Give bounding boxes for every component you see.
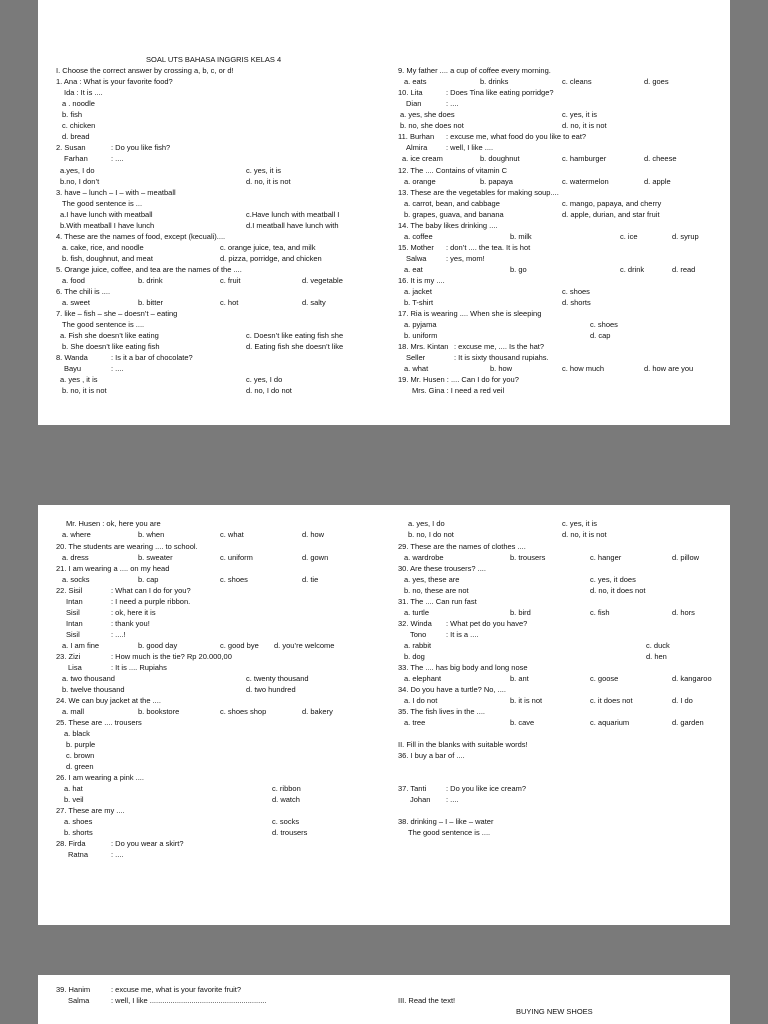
text-segment: c. hanger <box>590 553 622 562</box>
text-segment: c. yes, I do <box>246 375 283 384</box>
text-segment: d. read <box>672 265 696 274</box>
text-segment: b.no, I don’t <box>60 177 100 186</box>
text-segment: : .... <box>446 795 459 804</box>
text-segment: 22. Sisil <box>56 586 83 595</box>
text-segment: b. veil <box>64 795 84 804</box>
text-segment: Johan <box>410 795 431 804</box>
text-segment: c. Doesn’t like eating fish she <box>246 331 344 340</box>
text-segment: 13. These are the vegetables for making soup.... <box>398 188 559 197</box>
text-segment: 39. Hanim <box>56 985 91 994</box>
text-segment: : What can I do for you? <box>111 586 191 595</box>
text-segment: a. Fish she doesn’t like eating <box>60 331 159 340</box>
text-segment: : ok, here it is <box>111 608 156 617</box>
text-segment: 29. These are the names of clothes .... <box>398 542 526 551</box>
text-segment: d. cap <box>590 331 611 340</box>
worksheet-page-3 <box>38 975 730 1024</box>
text-segment: 34. Do you have a turtle? No, .... <box>398 685 506 694</box>
text-segment: d. pizza, porridge, and chicken <box>220 254 322 263</box>
text-segment: Bayu <box>64 364 82 373</box>
text-segment: 8. Wanda <box>56 353 88 362</box>
text-segment: b. bitter <box>138 298 164 307</box>
text-segment: b. ant <box>510 674 529 683</box>
text-segment: 14. The baby likes drinking .... <box>398 221 498 230</box>
text-segment: c. shoes shop <box>220 707 267 716</box>
text-segment: : Is it a bar of chocolate? <box>111 353 193 362</box>
text-segment: c. drink <box>620 265 645 274</box>
text-segment: d. no, it does not <box>590 586 646 595</box>
text-segment: a. pyjama <box>404 320 437 329</box>
text-segment: 6. The chili is .... <box>56 287 111 296</box>
text-segment: d. apple, durian, and star fruit <box>562 210 660 219</box>
text-segment: d. no, it is not <box>562 530 607 539</box>
text-segment: d. Eating fish she doesn’t like <box>246 342 344 351</box>
text-segment: b. uniform <box>404 331 438 340</box>
text-segment: : How much is the tie? Rp 20.000,00 <box>111 652 232 661</box>
text-segment: b. no, she does not <box>400 121 464 130</box>
text-segment: c. socks <box>272 817 300 826</box>
text-segment: Seller <box>406 353 426 362</box>
text-segment: Tono <box>410 630 427 639</box>
text-segment: c. twenty thousand <box>246 674 309 683</box>
text-segment: c. yes, it is <box>562 519 598 528</box>
text-segment: c. it does not <box>590 696 633 705</box>
text-segment: 36. I buy a bar of .... <box>398 751 465 760</box>
text-segment: a. hat <box>64 784 83 793</box>
text-segment: a. jacket <box>404 287 432 296</box>
text-segment: b. grapes, guava, and banana <box>404 210 504 219</box>
text-segment: Lisa <box>68 663 82 672</box>
text-segment: c. shoes <box>562 287 590 296</box>
text-segment: : It is .... Rupiahs <box>111 663 167 672</box>
text-segment: 32. Winda <box>398 619 432 628</box>
text-segment: a. ice cream <box>402 154 443 163</box>
text-segment: 1. Ana : What is your favorite food? <box>56 77 173 86</box>
text-segment: 12. The .... Contains of vitamin C <box>398 166 508 175</box>
text-segment: a. what <box>404 364 429 373</box>
text-segment: a.yes, I do <box>60 166 95 175</box>
text-segment: 7. like – fish – she – doesn’t – eating <box>56 309 178 318</box>
worksheet-page-2 <box>38 505 730 925</box>
text-segment: a. socks <box>62 575 90 584</box>
text-segment: Ratna <box>68 850 89 859</box>
text-segment: d. bakery <box>302 707 333 716</box>
text-segment: a. dress <box>62 553 89 562</box>
text-segment: : Does Tina like eating porridge? <box>446 88 554 97</box>
text-segment: d. syrup <box>672 232 699 241</box>
text-segment: 3. have – lunch – I – with – meatball <box>56 188 176 197</box>
text-segment: c. orange juice, tea, and milk <box>220 243 316 252</box>
text-segment: 33. The .... has big body and long nose <box>398 663 528 672</box>
text-segment: d. you’re welcome <box>274 641 335 650</box>
text-segment: a. orange <box>404 177 436 186</box>
text-segment: d. cheese <box>644 154 677 163</box>
text-segment: d. no, it is not <box>562 121 607 130</box>
text-segment: 35. The fish lives in the .... <box>398 707 485 716</box>
text-segment: a. food <box>62 276 85 285</box>
text-segment: d. I do <box>672 696 693 705</box>
text-segment: b. no, I do not <box>408 530 454 539</box>
text-segment: : It is a .... <box>446 630 479 639</box>
text-segment: b. good day <box>138 641 178 650</box>
text-segment: 10. Lita <box>398 88 423 97</box>
text-segment: d. bread <box>62 132 90 141</box>
text-segment: d. trousers <box>272 828 308 837</box>
text-segment: b. cap <box>138 575 159 584</box>
text-segment: II. Fill in the blanks with suitable words! <box>398 740 528 749</box>
text-segment: a. carrot, bean, and cabbage <box>404 199 500 208</box>
text-segment: c. watermelon <box>562 177 609 186</box>
text-segment: a . noodle <box>62 99 95 108</box>
text-segment: c. aquarium <box>590 718 630 727</box>
text-segment: 28. Firda <box>56 839 86 848</box>
text-segment: c. hot <box>220 298 239 307</box>
text-segment: c. hamburger <box>562 154 607 163</box>
text-segment: Mr. Husen : ok, here you are <box>66 519 161 528</box>
text-segment: c. chicken <box>62 121 96 130</box>
text-segment: Salma <box>68 996 90 1005</box>
text-segment: d. kangaroo <box>672 674 712 683</box>
text-segment: Dian <box>406 99 422 108</box>
text-segment: a. mall <box>62 707 85 716</box>
text-segment: c. what <box>220 530 244 539</box>
text-segment: : Do you like fish? <box>111 143 171 152</box>
text-segment: a. wardrobe <box>404 553 444 562</box>
text-segment: a. tree <box>404 718 426 727</box>
text-segment: d.I meatball have lunch with <box>246 221 339 230</box>
text-segment: : well, I like .... <box>446 143 494 152</box>
text-segment: c. yes, it does <box>590 575 636 584</box>
text-segment: c. duck <box>646 641 670 650</box>
text-segment: 26. I am wearing a pink .... <box>56 773 144 782</box>
text-segment: 27. These are my .... <box>56 806 125 815</box>
text-segment: b. fish <box>62 110 83 119</box>
text-segment: c. uniform <box>220 553 253 562</box>
text-segment: a. where <box>62 530 91 539</box>
text-segment: : Do you like ice cream? <box>446 784 527 793</box>
text-segment: d. shorts <box>562 298 591 307</box>
text-segment: : .... <box>111 154 124 163</box>
text-segment: d. two hundred <box>246 685 296 694</box>
text-segment: Mrs. Gina : I need a red veil <box>412 386 505 395</box>
text-segment: c.Have lunch with meatball I <box>246 210 340 219</box>
text-segment: I. Choose the correct answer by crossing a, b, c, or d! <box>56 66 234 75</box>
text-segment: c. ribbon <box>272 784 301 793</box>
text-segment: Sisil <box>66 630 80 639</box>
text-segment: b. doughnut <box>480 154 520 163</box>
text-segment: b. milk <box>510 232 532 241</box>
text-segment: d. pillow <box>672 553 700 562</box>
text-segment: a.I have lunch with meatball <box>60 210 153 219</box>
text-segment: a. turtle <box>404 608 430 617</box>
text-segment: III. Read the text! <box>398 996 456 1005</box>
text-segment: b. purple <box>66 740 96 749</box>
text-segment: b. bookstore <box>138 707 180 716</box>
text-segment: Sisil <box>66 608 80 617</box>
text-segment: c. how much <box>562 364 605 373</box>
text-segment: b.With meatball I have lunch <box>60 221 155 230</box>
text-segment: b. how <box>490 364 513 373</box>
text-segment: a. elephant <box>404 674 442 683</box>
text-segment: : excuse me, what is your favorite fruit? <box>111 985 242 994</box>
text-segment: Farhan <box>64 154 88 163</box>
text-segment: : I need a purple ribbon. <box>111 597 191 606</box>
text-segment: 30. Are these trousers? .... <box>398 564 486 573</box>
text-segment: 21. I am wearing a .... on my head <box>56 564 170 573</box>
text-segment: b. T-shirt <box>404 298 434 307</box>
text-segment: : Do you wear a skirt? <box>111 839 184 848</box>
text-segment: a. eat <box>404 265 423 274</box>
text-segment: d. salty <box>302 298 326 307</box>
text-segment: d. green <box>66 762 94 771</box>
text-segment: a. black <box>64 729 90 738</box>
text-segment: : .... <box>111 850 124 859</box>
text-segment: BUYING NEW SHOES <box>516 1007 593 1016</box>
text-segment: 2. Susan <box>56 143 86 152</box>
text-segment: b. it is not <box>510 696 543 705</box>
text-segment: d. tie <box>302 575 319 584</box>
text-segment: 4. These are the names of food, except (kecuali).... <box>56 232 226 241</box>
text-segment: b. bird <box>510 608 531 617</box>
text-segment: b. papaya <box>480 177 513 186</box>
text-segment: d. how are you <box>644 364 694 373</box>
text-segment: c. goose <box>590 674 619 683</box>
text-segment: : excuse me, what food do you like to eat? <box>446 132 587 141</box>
text-segment: 25. These are .... trousers <box>56 718 142 727</box>
text-segment: : yes, mom! <box>446 254 485 263</box>
text-segment: b. no, these are not <box>404 586 469 595</box>
text-segment: 18. Mrs. Kintan <box>398 342 449 351</box>
text-segment: c. shoes <box>590 320 618 329</box>
text-segment: b. cave <box>510 718 535 727</box>
text-segment: c. ice <box>620 232 638 241</box>
text-segment: a. I am fine <box>62 641 100 650</box>
text-segment: a. I do not <box>404 696 438 705</box>
text-segment: a. shoes <box>64 817 93 826</box>
text-segment: d. hen <box>646 652 667 661</box>
text-segment: b. dog <box>404 652 425 661</box>
text-segment: b. She doesn’t like eating fish <box>62 342 160 351</box>
text-segment: 20. The students are wearing .... to school. <box>56 542 198 551</box>
text-segment: c. shoes <box>220 575 248 584</box>
text-segment: c. cleans <box>562 77 592 86</box>
text-segment: c. yes, it is <box>246 166 282 175</box>
text-segment: a. yes, these are <box>404 575 460 584</box>
text-segment: b. sweater <box>138 553 173 562</box>
text-segment: Salwa <box>406 254 427 263</box>
text-segment: : thank you! <box>111 619 150 628</box>
text-segment: Intan <box>66 619 83 628</box>
text-segment: 17. Ria is wearing .... When she is sleeping <box>398 309 542 318</box>
text-segment: d. how <box>302 530 325 539</box>
text-segment: 23. Zizi <box>56 652 81 661</box>
worksheet-page-1 <box>38 0 730 425</box>
text-segment: a. rabbit <box>404 641 432 650</box>
text-segment: Almira <box>406 143 428 152</box>
text-segment: d. watch <box>272 795 300 804</box>
text-segment: a. yes , it is <box>60 375 98 384</box>
text-segment: c. good bye <box>220 641 259 650</box>
text-segment: a. yes, I do <box>408 519 445 528</box>
text-segment: b. fish, doughnut, and meat <box>62 254 153 263</box>
text-segment: : What pet do you have? <box>446 619 528 628</box>
text-segment: c. fruit <box>220 276 241 285</box>
text-segment: d. apple <box>644 177 671 186</box>
text-segment: b. when <box>138 530 165 539</box>
text-segment: d. no, it is not <box>246 177 291 186</box>
text-segment: c. fish <box>590 608 610 617</box>
text-segment: a. cake, rice, and noodle <box>62 243 144 252</box>
text-segment: 37. Tanti <box>398 784 427 793</box>
text-segment: a. sweet <box>62 298 90 307</box>
text-segment: 15. Mother <box>398 243 434 252</box>
text-segment: 19. Mr. Husen : .... Can I do for you? <box>398 375 519 384</box>
text-segment: d. garden <box>672 718 704 727</box>
text-segment: b. drink <box>138 276 163 285</box>
text-segment: d. hors <box>672 608 695 617</box>
text-segment: Intan <box>66 597 83 606</box>
text-segment: a. eats <box>404 77 427 86</box>
text-segment: a. yes, she does <box>400 110 455 119</box>
text-segment: 11. Burhan <box>398 132 435 141</box>
text-segment: SOAL UTS BAHASA INGGRIS KELAS 4 <box>146 55 282 64</box>
text-segment: : ....! <box>111 630 126 639</box>
text-segment: 31. The .... Can run fast <box>398 597 477 606</box>
text-segment: 9. My father .... a cup of coffee every morning. <box>398 66 551 75</box>
text-segment: d. gown <box>302 553 329 562</box>
text-segment: : excuse me, .... Is the hat? <box>454 342 545 351</box>
text-segment: d. no, I do not <box>246 386 292 395</box>
text-segment: 16. It is my .... <box>398 276 445 285</box>
text-segment: : well, I like ........................................................ <box>111 996 267 1005</box>
text-segment: 38. drinking – I – like – water <box>398 817 494 826</box>
text-segment: b. shorts <box>64 828 93 837</box>
text-segment: d. goes <box>644 77 669 86</box>
text-segment: The good sentence is .... <box>408 828 491 837</box>
text-segment: b. twelve thousand <box>62 685 125 694</box>
text-segment: b. go <box>510 265 527 274</box>
text-segment: 24. We can buy jacket at the .... <box>56 696 161 705</box>
text-segment: The good sentence is .... <box>62 320 145 329</box>
text-segment: 5. Orange juice, coffee, and tea are the names of the .... <box>56 265 242 274</box>
text-segment: Ida : It is .... <box>64 88 103 97</box>
text-segment: b. trousers <box>510 553 546 562</box>
text-segment: : don’t .... the tea. It is hot <box>446 243 531 252</box>
text-segment: The good sentence is ... <box>62 199 143 208</box>
text-segment: d. vegetable <box>302 276 343 285</box>
text-segment: a. two thousand <box>62 674 115 683</box>
text-segment: c. brown <box>66 751 95 760</box>
text-segment: c. mango, papaya, and cherry <box>562 199 662 208</box>
text-segment: : It is sixty thousand rupiahs. <box>454 353 549 362</box>
text-segment: : .... <box>446 99 459 108</box>
text-segment: c. yes, it is <box>562 110 598 119</box>
text-segment: : .... <box>111 364 124 373</box>
text-segment: b. drinks <box>480 77 509 86</box>
text-segment: b. no, it is not <box>62 386 107 395</box>
text-segment: a. coffee <box>404 232 433 241</box>
